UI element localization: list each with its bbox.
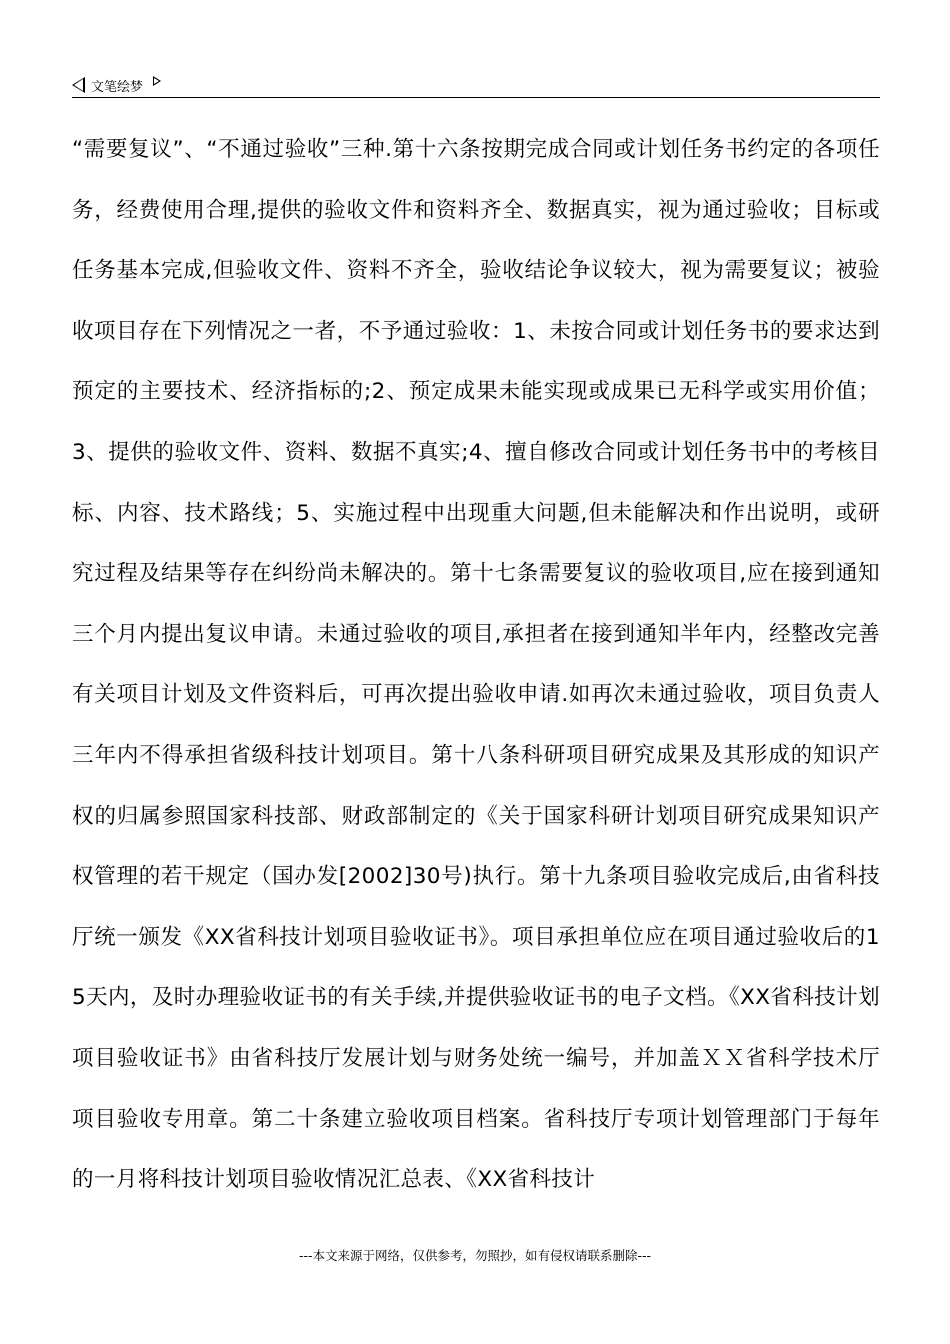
footer-disclaimer: ---本文来源于网络，仅供参考，勿照抄，如有侵权请联系删除---	[298, 1248, 652, 1263]
page-header	[72, 74, 880, 96]
header-title: 文笔绘梦	[91, 79, 144, 95]
triangle-right-icon	[153, 76, 161, 86]
triangle-left-icon	[72, 77, 85, 93]
body-paragraph: “需要复议”、“不通过验收”三种.第十六条按期完成合同或计划任务书约定的各项任务，经费使用合理,提供的验收文件和资料齐全、数据真实，视为通过验收；目标或任务基本完成,但验收文件、资料不齐全，验收结论争议较大，视为需要复议；被验收项目存在下列情况之一者，不予通过验收：1、未按合同或计划任务书的要求达到预定的主要技术、经济指标的;2、预定成果未能实现或成果已无科学或实用价值；3、提供的验收文件、资料、数据不真实;4、擅自修改合同或计划任务书中的考核目标、内容、技术路线；5、实施过程中出现重大问题,但未能解决和作出说明，或研究过程及结果等存在纠纷尚未解决的。第十七条需要复议的验收项目,应在接到通知三个月内提出复议申请。未通过验收的项目,承担者在接到通知半年内，经整改完善有关项目计划及文件资料后，可再次提出验收申请.如再次未通过验收，项目负责人三年内不得承担省级科技计划项目。第十八条科研项目研究成果及其形成的知识产权的归属参照国家科技部、财政部制定的《关于国家科研计划项目研究成果知识产权管理的若干规定（国办发[2002]30号)执行。第十九条项目验收完成后,由省科技厅统一颁发《XX省科技计划项目验收证书》。项目承担单位应在项目通过验收后的15天内，及时办理验收证书的有关手续,并提供验收证书的电子文档。《XX省科技计划项目验收证书》由省科技厅发展计划与财务处统一编号，并加盖ＸＸ省科学技术厅项目验收专用章。第二十条建立验收项目档案。省科技厅专项计划管理部门于每年的一月将科技计划项目验收情况汇总表、《XX省科技计	[72, 137, 880, 1193]
header-divider	[72, 97, 880, 98]
